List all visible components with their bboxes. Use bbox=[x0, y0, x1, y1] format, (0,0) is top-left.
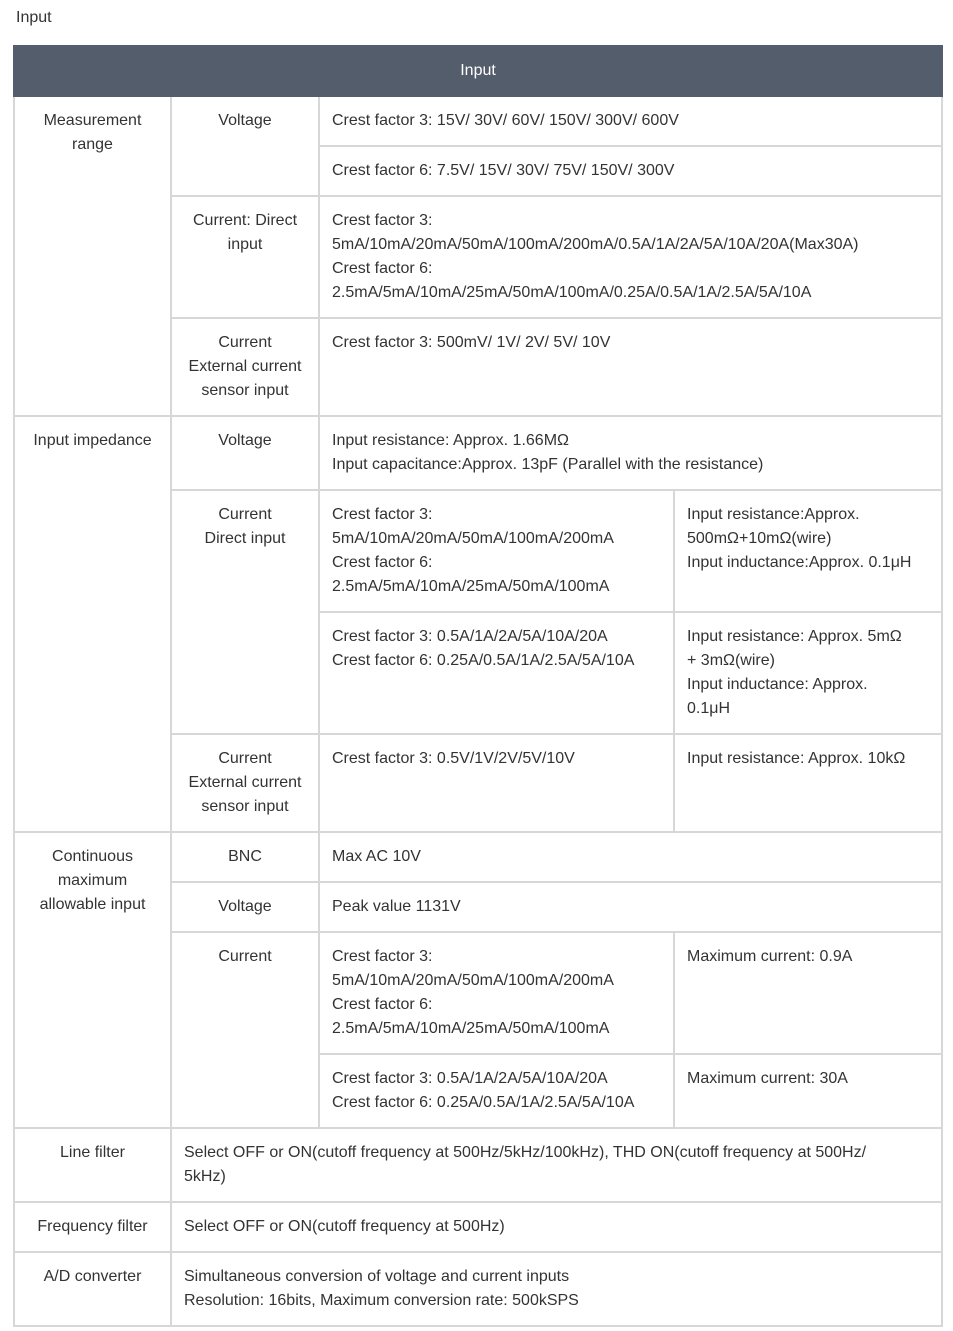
continuous-current-range-large bbox=[319, 1054, 674, 1128]
impedance-voltage-value bbox=[319, 416, 942, 490]
continuous-current-label: Current bbox=[171, 932, 319, 1128]
continuous-current-max-small: Maximum current: 0.9A bbox=[674, 932, 942, 1054]
continuous-current-max-large: Maximum current: 30A bbox=[674, 1054, 942, 1128]
label-line: Current bbox=[218, 506, 272, 523]
value-line: Input resistance:Approx. bbox=[687, 506, 860, 523]
impedance-current-direct-spec-large bbox=[674, 612, 942, 734]
value-line: 0.1μH bbox=[687, 700, 731, 717]
value-line: Crest factor 3: bbox=[332, 506, 433, 523]
value-line: Crest factor 6: bbox=[332, 996, 433, 1013]
measurement-current-external-value: Crest factor 3: 500mV/ 1V/ 2V/ 5V/ 10V bbox=[319, 318, 942, 416]
table-row bbox=[14, 832, 942, 882]
continuous-current-range-small bbox=[319, 932, 674, 1054]
value-line: Crest factor 3: 0.5A/1A/2A/5A/10A/20A bbox=[332, 628, 608, 645]
value-line: Input inductance:Approx. 0.1μH bbox=[687, 554, 912, 571]
label-line: allowable input bbox=[39, 896, 146, 913]
label-line: Current bbox=[218, 334, 272, 351]
continuous-bnc-value: Max AC 10V bbox=[319, 832, 942, 882]
label-line: External current bbox=[188, 774, 302, 791]
label-line: sensor input bbox=[201, 798, 289, 815]
label-line: Direct input bbox=[204, 530, 286, 547]
label-line: sensor input bbox=[201, 382, 289, 399]
label-line: maximum bbox=[57, 872, 128, 889]
measurement-range-label: Measurement range bbox=[14, 96, 171, 416]
impedance-current-direct-range-large bbox=[319, 612, 674, 734]
line-filter-label: Line filter bbox=[14, 1128, 171, 1202]
table-row bbox=[14, 1252, 942, 1326]
label-line: External current bbox=[188, 358, 302, 375]
label-line: Current bbox=[218, 750, 272, 767]
impedance-current-external-range: Crest factor 3: 0.5V/1V/2V/5V/10V bbox=[319, 734, 674, 832]
continuous-bnc-label: BNC bbox=[171, 832, 319, 882]
value-line: 500mΩ+10mΩ(wire) bbox=[687, 530, 832, 547]
value-line: 5mA/10mA/20mA/50mA/100mA/200mA/0.5A/1A/2A/5A/10A/20A(Max30A) bbox=[332, 236, 859, 253]
value-line: 5mA/10mA/20mA/50mA/100mA/200mA bbox=[332, 972, 614, 989]
value-line: Input inductance: Approx. bbox=[687, 676, 868, 693]
frequency-filter-label: Frequency filter bbox=[14, 1202, 171, 1252]
impedance-current-direct-spec-small bbox=[674, 490, 942, 612]
value-line: Input resistance: Approx. 5mΩ bbox=[687, 628, 902, 645]
ad-converter-label: A/D converter bbox=[14, 1252, 171, 1326]
table-header-row bbox=[14, 46, 942, 96]
value-line: Crest factor 3: bbox=[332, 212, 433, 229]
measurement-current-direct-value bbox=[319, 196, 942, 318]
page-title: Input bbox=[16, 9, 52, 26]
line-filter-value bbox=[171, 1128, 942, 1202]
value-line: Input capacitance:Approx. 13pF (Parallel with the resistance) bbox=[332, 456, 764, 473]
measurement-voltage-cf3: Crest factor 3: 15V/ 30V/ 60V/ 150V/ 300V/ 600V bbox=[319, 96, 942, 146]
value-line: Input resistance: Approx. 1.66MΩ bbox=[332, 432, 569, 449]
continuous-max-label bbox=[14, 832, 171, 1128]
frequency-filter-value: Select OFF or ON(cutoff frequency at 500Hz) bbox=[171, 1202, 942, 1252]
measurement-current-direct-label: Current: Direct input bbox=[171, 196, 319, 318]
value-line: + 3mΩ(wire) bbox=[687, 652, 775, 669]
continuous-voltage-value: Peak value 1131V bbox=[319, 882, 942, 932]
table-row bbox=[14, 1128, 942, 1202]
value-line: 2.5mA/5mA/10mA/25mA/50mA/100mA/0.25A/0.5A/1A/2.5A/5A/10A bbox=[332, 284, 812, 301]
input-impedance-label: Input impedance bbox=[14, 416, 171, 832]
continuous-voltage-label: Voltage bbox=[171, 882, 319, 932]
value-line: 2.5mA/5mA/10mA/25mA/50mA/100mA bbox=[332, 1020, 610, 1037]
measurement-current-external-label bbox=[171, 318, 319, 416]
table-row bbox=[14, 1202, 942, 1252]
impedance-current-direct-range-small bbox=[319, 490, 674, 612]
value-line: Crest factor 6: bbox=[332, 554, 433, 571]
measurement-voltage-cf6: Crest factor 6: 7.5V/ 15V/ 30V/ 75V/ 150V/ 300V bbox=[319, 146, 942, 196]
measurement-voltage-label: Voltage bbox=[171, 96, 319, 196]
value-line: Resolution: 16bits, Maximum conversion rate: 500kSPS bbox=[184, 1292, 579, 1309]
value-line: Select OFF or ON(cutoff frequency at 500Hz/5kHz/100kHz), THD ON(cutoff frequency at 500Hz/ bbox=[184, 1144, 867, 1161]
table-header: Input bbox=[14, 46, 942, 96]
value-line: Crest factor 6: 0.25A/0.5A/1A/2.5A/5A/10A bbox=[332, 652, 635, 669]
value-line: Crest factor 6: bbox=[332, 260, 433, 277]
impedance-current-external-spec: Input resistance: Approx. 10kΩ bbox=[674, 734, 942, 832]
impedance-current-direct-label bbox=[171, 490, 319, 734]
ad-converter-value bbox=[171, 1252, 942, 1326]
value-line: Crest factor 3: bbox=[332, 948, 433, 965]
value-line: Crest factor 6: 0.25A/0.5A/1A/2.5A/5A/10A bbox=[332, 1094, 635, 1111]
value-line: 5kHz) bbox=[184, 1168, 226, 1185]
impedance-voltage-label: Voltage bbox=[171, 416, 319, 490]
table-row bbox=[14, 96, 942, 146]
table-row bbox=[14, 416, 942, 490]
value-line: Crest factor 3: 0.5A/1A/2A/5A/10A/20A bbox=[332, 1070, 608, 1087]
label-line: Continuous bbox=[52, 848, 133, 865]
value-line: Simultaneous conversion of voltage and current inputs bbox=[184, 1268, 570, 1285]
value-line: 5mA/10mA/20mA/50mA/100mA/200mA bbox=[332, 530, 614, 547]
impedance-current-external-label bbox=[171, 734, 319, 832]
input-spec-table bbox=[13, 45, 943, 1327]
value-line: 2.5mA/5mA/10mA/25mA/50mA/100mA bbox=[332, 578, 610, 595]
